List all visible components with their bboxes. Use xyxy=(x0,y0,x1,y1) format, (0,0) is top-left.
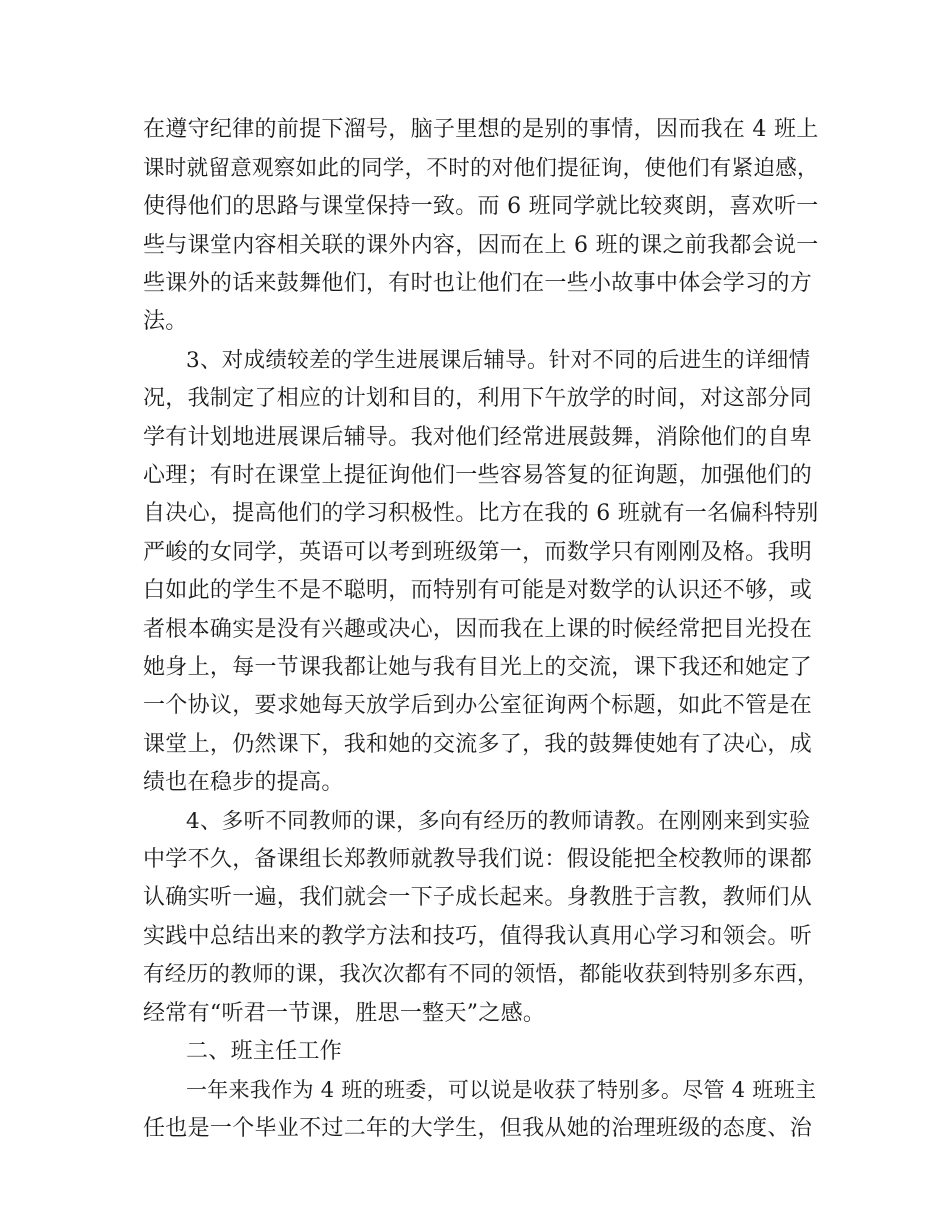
text-line: 她身上，每一节课我都让她与我有目光上的交流，课下我还和她定了 xyxy=(143,655,813,680)
text-line: 认确实听一遍，我们就会一下子成长起来。身教胜于言教，教师们从 xyxy=(143,885,813,910)
text-line: 况，我制定了相应的计划和目的，利用下午放学的时间，对这部分同 xyxy=(143,386,813,411)
text-line: 在遵守纪律的前提下溜号，脑子里想的是别的事情，因而我在 4 班上 xyxy=(143,117,819,142)
text-line: 课时就留意观察如此的同学，不时的对他们提征询，使他们有紧迫感， xyxy=(143,156,819,181)
text-line: 心理；有时在课堂上提征询他们一些容易答复的征询题，加强他们的 xyxy=(143,463,813,488)
section-heading: 二、班主任工作 xyxy=(186,1039,343,1064)
text-line: 自决心，提高他们的学习积极性。比方在我的 6 班就有一名偏科特别 xyxy=(143,501,819,526)
text-line: 法。 xyxy=(143,309,188,334)
text-line: 白如此的学生不是不聪明，而特别有可能是对数学的认识还不够，或 xyxy=(143,578,813,603)
text-line: 使得他们的思路与课堂保持一致。而 6 班同学就比较爽朗，喜欢听一 xyxy=(143,194,819,219)
text-line: 有经历的教师的课，我次次都有不同的领悟，都能收获到特别多东西， xyxy=(143,962,819,987)
text-line: 者根本确实是没有兴趣或决心，因而我在上课的时候经常把目光投在 xyxy=(143,617,813,642)
text-line: 实践中总结出来的教学方法和技巧，值得我认真用心学习和领会。听 xyxy=(143,924,813,949)
text-line: 经常有“听君一节课，胜思一整天”之感。 xyxy=(143,1001,546,1026)
paragraph-first-line: 4、多听不同教师的课，多向有经历的教师请教。在刚刚来到实验 xyxy=(186,809,811,834)
text-line: 中学不久，备课组长郑教师就教导我们说：假设能把全校教师的课都 xyxy=(143,847,813,872)
paragraph-first-line: 一年来我作为 4 班的班委，可以说是收获了特别多。尽管 4 班班主 xyxy=(186,1078,817,1102)
text-line: 一个协议，要求她每天放学后到办公室征询两个标题，如此不管是在 xyxy=(143,693,813,718)
text-line: 些与课堂内容相关联的课外内容，因而在上 6 班的课之前我都会说一 xyxy=(143,233,819,258)
text-line: 严峻的女同学，英语可以考到班级第一，而数学只有刚刚及格。我明 xyxy=(143,540,813,565)
text-line: 绩也在稳步的提高。 xyxy=(143,770,344,795)
text-line: 任也是一个毕业不过二年的大学生，但我从她的治理班级的态度、治 xyxy=(143,1116,813,1141)
text-line: 课堂上，仍然课下，我和她的交流多了，我的鼓舞使她有了决心，成 xyxy=(143,732,813,757)
paragraph-first-line: 3、对成绩较差的学生进展课后辅导。针对不同的后进生的详细情 xyxy=(186,348,811,373)
text-line: 学有计划地进展课后辅导。我对他们经常进展鼓舞，消除他们的自卑 xyxy=(143,425,813,450)
text-line: 些课外的话来鼓舞他们，有时也让他们在一些小故事中体会学习的方 xyxy=(143,271,813,296)
